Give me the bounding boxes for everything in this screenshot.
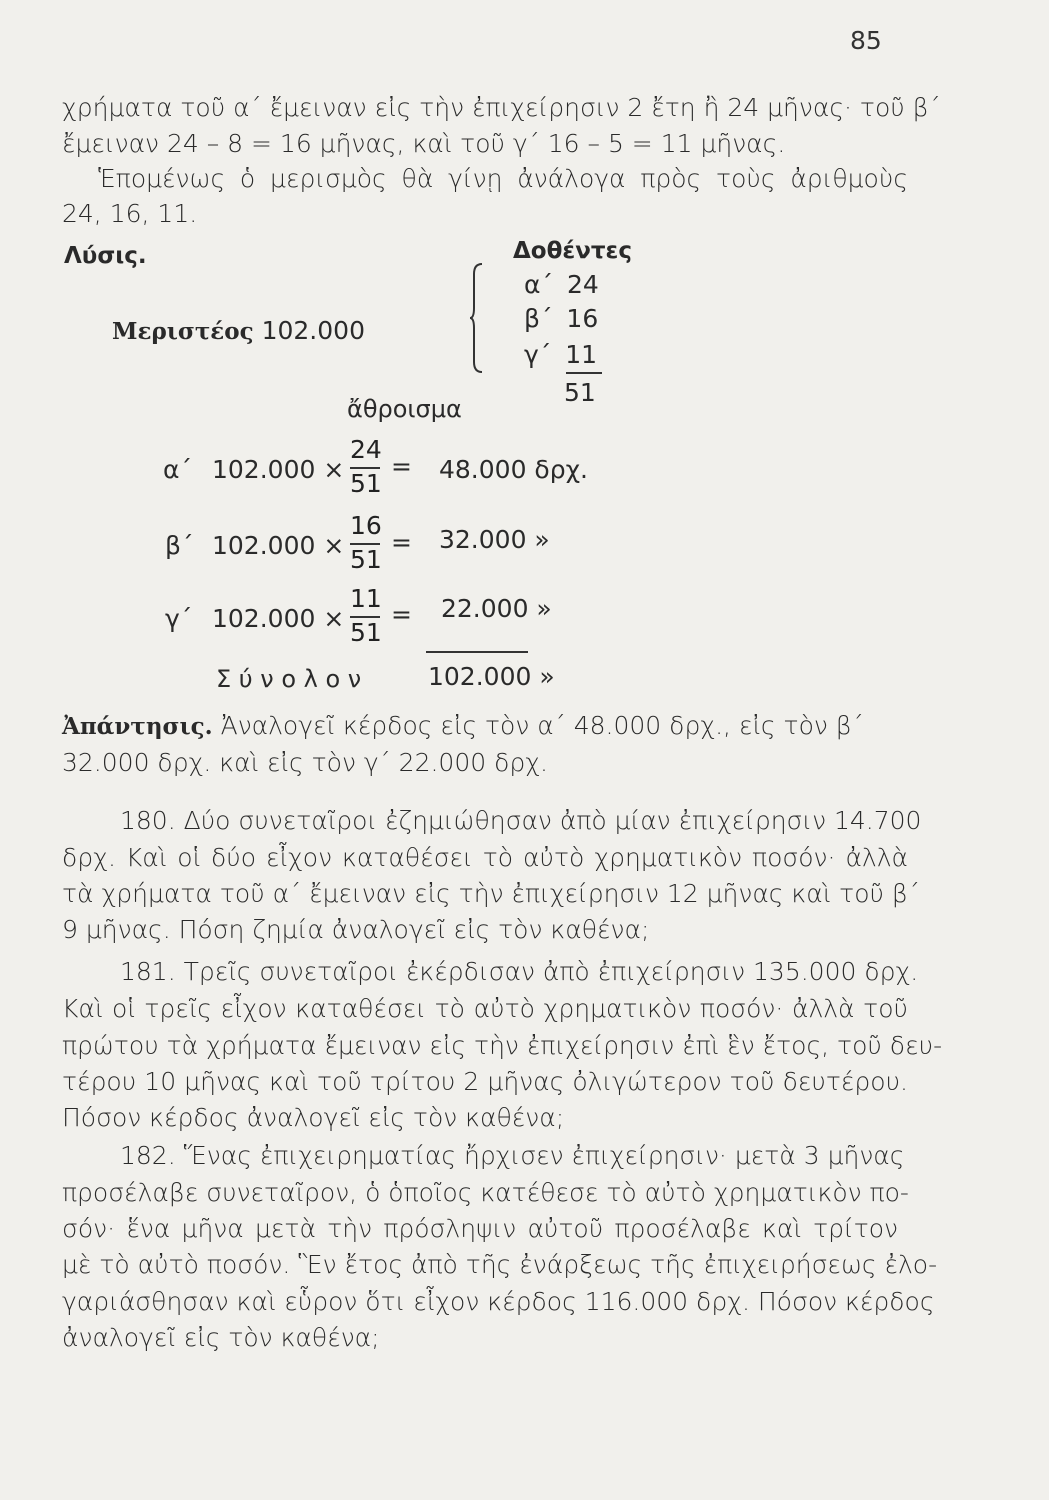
intro-line: 24, 16, 11. [62, 199, 198, 228]
answer-text: Ἀναλογεῖ κέρδος εἰς τὸν α΄ 48.000 δρχ., εἰς τὸν β΄ [220, 711, 864, 740]
problem-180-line: τὰ χρήματα τοῦ α΄ ἔμειναν εἰς τὴν ἐπιχείρησιν 12 μῆνας καὶ τοῦ β΄ [62, 879, 920, 908]
calc-equals: = [391, 600, 412, 629]
calc-denominator: 51 [350, 618, 382, 647]
part-value: 16 [566, 304, 599, 333]
problem-180-line: 180. Δύο συνεταῖροι ἐζημιώθησαν ἀπὸ μίαν ἐπιχείρησιν 14.700 [120, 806, 922, 835]
problem-182-line: σόν· ἕνα μῆνα μετὰ τὴν πρόσληψιν αὐτοῦ προσέλαβε καὶ τρίτον [62, 1214, 898, 1243]
calc-base: 102.000 × [212, 455, 345, 484]
calc-result: 48.000 δρχ. [439, 455, 588, 484]
problem-181-line: Καὶ οἱ τρεῖς εἶχον καταθέσει τὸ αὐτὸ χρηματικὸν ποσόν· ἀλλὰ τοῦ [62, 994, 908, 1023]
answer-line: 32.000 δρχ. καὶ εἰς τὸν γ΄ 22.000 δρχ. [62, 748, 548, 777]
problem-182-line: 182. Ἕνας ἐπιχειρηματίας ἤρχισεν ἐπιχείρησιν· μετὰ 3 μῆνας [120, 1141, 905, 1170]
part-letter: α΄ [524, 270, 553, 299]
given-label: Δοθέντες [513, 238, 632, 264]
intro-line: ἔμειναν 24 – 8 = 16 μῆνας, καὶ τοῦ γ΄ 16 – 5 = 11 μῆνας. [62, 129, 786, 158]
part-row [524, 340, 597, 370]
calc-result: 32.000 » [439, 525, 550, 554]
part-value: 24 [566, 270, 599, 299]
part-letter: γ΄ [524, 340, 552, 369]
problem-181-line: 181. Τρεῖς συνεταῖροι ἐκέρδισαν ἀπὸ ἐπιχείρησιν 135.000 δρχ. [120, 957, 919, 986]
problem-181-line: Πόσον κέρδος ἀναλογεῖ εἰς τὸν καθένα; [62, 1103, 565, 1132]
calc-result: 22.000 » [441, 594, 552, 623]
intro-line: χρήματα τοῦ α΄ ἔμειναν εἰς τὴν ἐπιχείρησιν 2 ἔτη ἢ 24 μῆνας· τοῦ β΄ [62, 93, 941, 122]
sum-value: 51 [564, 378, 596, 407]
total-value: 102.000 » [428, 662, 555, 691]
calc-denominator: 51 [350, 469, 382, 498]
dividend-label: Μεριστέος [112, 318, 254, 345]
total-rule [426, 651, 528, 653]
problem-182-line: γαριάσθησαν καὶ εὗρον ὅτι εἶχον κέρδος 116.000 δρχ. Πόσον κέρδος [62, 1287, 935, 1316]
part-row [524, 270, 599, 300]
intro-line: Ἑπομένως ὁ μερισμὸς θὰ γίνῃ ἀνάλογα πρὸς τοὺς ἀριθμοὺς [98, 164, 908, 193]
answer-line [62, 710, 908, 743]
part-row [524, 304, 598, 334]
calc-numerator: 11 [350, 584, 382, 613]
calc-denominator: 51 [350, 545, 382, 574]
calc-letter: γ΄ [165, 604, 193, 633]
part-letter: β΄ [524, 304, 553, 333]
solution-label: Λύσις. [64, 243, 147, 269]
calc-letter: α΄ [163, 455, 192, 484]
problem-182-line: προσέλαβε συνεταῖρον, ὁ ὁποῖος κατέθεσε τὸ αὐτὸ χρηματικὸν πο- [62, 1178, 909, 1207]
problem-182-line: μὲ τὸ αὐτὸ ποσόν. Ἓν ἔτος ἀπὸ τῆς ἐνάρξεως τῆς ἐπιχειρήσεως ἐλο- [62, 1250, 938, 1279]
calc-equals: = [391, 528, 412, 557]
calc-equals: = [391, 452, 412, 481]
brace [470, 262, 484, 374]
problem-180-line: 9 μῆνας. Πόση ζημία ἀναλογεῖ εἰς τὸν καθένα; [62, 915, 650, 944]
problem-181-line: τέρου 10 μῆνας καὶ τοῦ τρίτου 2 μῆνας ὀλιγώτερον τοῦ δευτέρου. [62, 1067, 908, 1096]
problem-180-line: δρχ. Καὶ οἱ δύο εἶχον καταθέσει τὸ αὐτὸ χρηματικὸν ποσόν· ἀλλὰ [62, 843, 908, 872]
part-value: 11 [565, 340, 598, 369]
calc-base: 102.000 × [212, 604, 345, 633]
dividend-value: 102.000 [261, 316, 365, 345]
problem-182-line: ἀναλογεῖ εἰς τὸν καθένα; [62, 1323, 380, 1352]
sum-label: ἄθροισμα [347, 395, 462, 423]
answer-label: Ἀπάντησις. [62, 713, 213, 740]
calc-letter: β΄ [165, 531, 194, 560]
calc-base: 102.000 × [212, 531, 345, 560]
problem-181-line: πρώτου τὰ χρήματα ἔμειναν εἰς τὴν ἐπιχείρησιν ἐπὶ ἓν ἔτος, τοῦ δευ- [62, 1031, 943, 1060]
sum-rule [566, 372, 602, 374]
calc-numerator: 24 [350, 435, 382, 464]
page-number: 85 [850, 26, 882, 55]
total-label: Σ ύ ν ο λ ο ν [216, 665, 362, 693]
dividend [112, 316, 365, 347]
calc-numerator: 16 [350, 511, 382, 540]
